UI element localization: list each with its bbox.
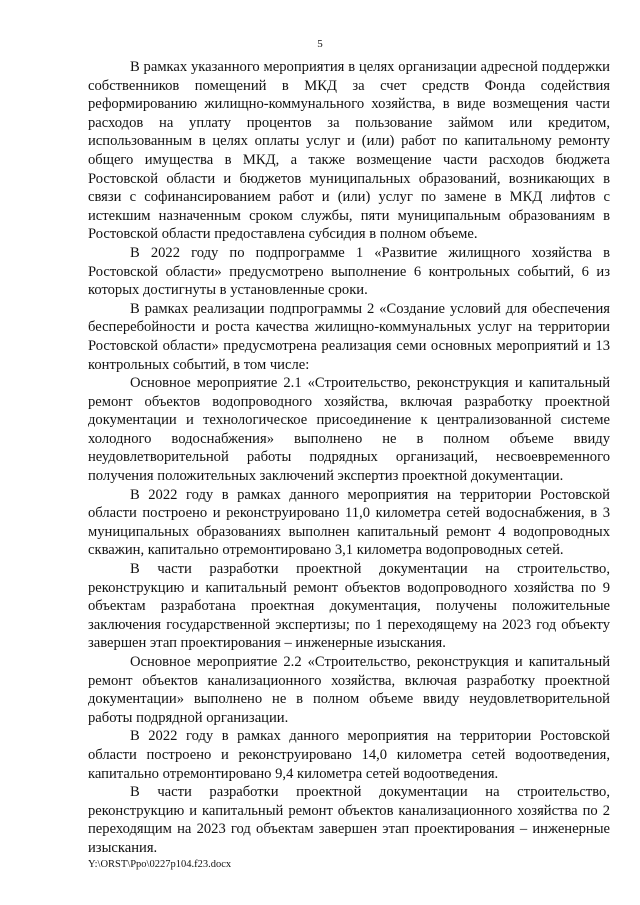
paragraph-sewerage-design-docs: В части разработки проектной документации на строительство, реконструкцию и капитальный ремонт объектов канализационного хозяйства по 2 переходящим на 2023 год объектам завершен этап проектирования – инженерные изыскания. [88, 784, 610, 856]
paragraph-measure-2-2: Основное мероприятие 2.2 «Строительство, реконструкция и капитальный ремонт объектов канализационного хозяйства, включая разработку проектной документации» выполнено не в полном объеме ввиду неудовлетворительной работы подрядной организации. [88, 654, 610, 726]
paragraph-subprogram-2: В рамках реализации подпрограммы 2 «Создание условий для обеспечения бесперебойности и роста качества жилищно-коммунальных услуг на территории Ростовской области» предусмотрена реализация семи основных мероприятий и 13 контрольных событий, в том числе: [88, 300, 610, 373]
paragraph-measure-2-1: Основное мероприятие 2.1 «Строительство, реконструкция и капитальный ремонт объектов водопроводного хозяйства, включая разработку проектной документации и технологическое присоединение к централизованной системе холодного водоснабжения» выполнено не в полном объеме ввиду неудовлетворительной работы подрядных организаций, несвоевременного получения положительных заключений экспертиз проектной документации. [88, 375, 610, 485]
paragraph-subsidy-support: В рамках указанного мероприятия в целях организации адресной поддержки собственников помещений в МКД за счет средств Фонда содействия реформированию жилищно-коммунального хозяйства, в виде возмещения части расходов на уплату процентов за пользование займом или кредитом, использованным в целях оплаты услуг и (или) работ по капитальному ремонту общего имущества в МКД, а также возмещение части расходов бюджета Ростовской области и бюджетов муниципальных образований, возникающих в связи с софинансированием работ и (или) услуг по замене в МКД лифтов с истекшим назначенным сроком службы, пяти муниципальным образованиям в Ростовской области предоставлена субсидия в полном объеме. [88, 59, 610, 243]
paragraph-sewerage-results: В 2022 году в рамках данного мероприятия на территории Ростовской области построено и реконструировано 14,0 километра сетей водоотведения, капитально отремонтировано 9,4 километра сетей водоотведения. [88, 728, 610, 782]
paragraph-water-supply-results: В 2022 году в рамках данного мероприятия на территории Ростовской области построено и реконструировано 11,0 километра сетей водоснабжения, в 3 муниципальных образованиях выполнен капитальный ремонт 4 водопроводных скважин, капитально отремонтировано 3,1 километра водопроводных сетей. [88, 486, 610, 559]
footer-file-path: Y:\ORST\Ppo\0227p104.f23.docx [88, 859, 232, 870]
paragraph-water-design-docs: В части разработки проектной документации на строительство, реконструкцию и капитальный ремонт объектов водопроводного хозяйства по 9 объектам разработана проектная документация, получены положительные заключения государственной экспертизы; по 1 переходящему на 2023 год объекту завершен этап проектирования – инженерные изыскания. [88, 561, 610, 652]
document-body [88, 58, 610, 858]
page-number: 5 [317, 38, 323, 50]
paragraph-subprogram-1: В 2022 году по подпрограмме 1 «Развитие жилищного хозяйства в Ростовской области» предусмотрено выполнение 6 контрольных событий, 6 из которых достигнуты в установленные сроки. [88, 244, 610, 299]
